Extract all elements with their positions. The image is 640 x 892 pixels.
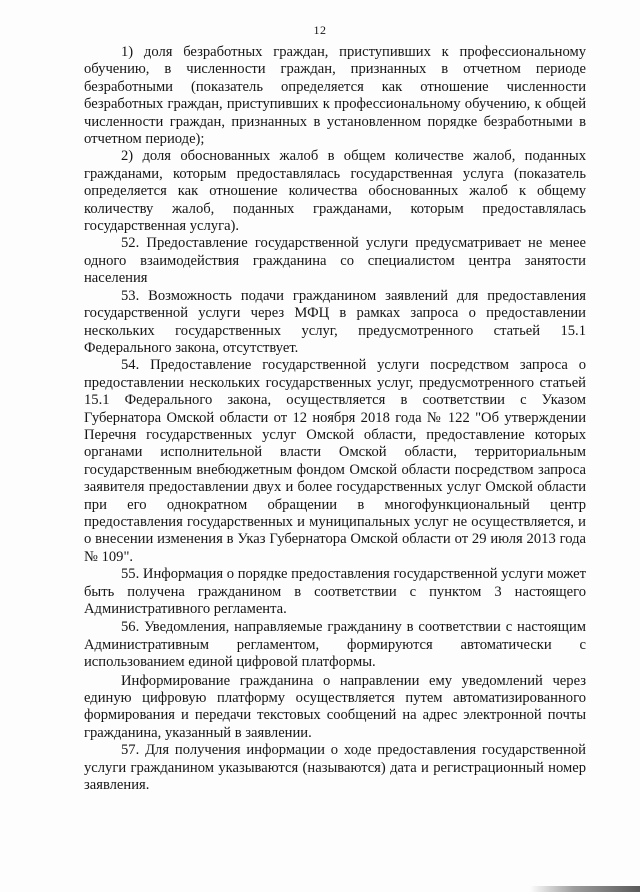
paragraph-item-2: 2) доля обоснованных жалоб в общем количестве жалоб, поданных гражданами, которым предоставлялась государственная услуга (показатель определяется как отношение количества обоснованных жалоб к общему количеству жалоб, поданных гражданами, которым предоставлялась государственная услуга). — [84, 148, 586, 235]
paragraph-53: 53. Возможность подачи гражданином заявлений для предоставления государственной услуги через МФЦ в рамках запроса о предоставлении нескольких государственных услуг, предусмотренного статьей 15.1 Федерального закона, отсутствует. — [84, 287, 586, 356]
paragraph-56-continued: Информирование гражданина о направлении ему уведомлений через единую цифровую платформу осуществляется путем автоматизированного формирования и передачи текстовых сообщений на адрес электронной почты гражданина, указанный в заявлении. — [84, 672, 586, 741]
paragraph-57: 57. Для получения информации о ходе предоставления государственной услуги гражданином указываются (называются) дата и регистрационный номер заявления. — [84, 742, 586, 794]
paragraph-55: 55. Информация о порядке предоставления государственной услуги может быть получена гражданином в соответствии с пунктом 3 настоящего Административного регламента. — [84, 566, 586, 617]
scan-edge-artifact — [530, 886, 640, 892]
paragraph-item-1: 1) доля безработных граждан, приступивших к профессиональному обучению, в численности граждан, признанных в отчетном периоде безработными (показатель определяется как отношение численности безработных граждан, приступивших к профессиональному обучению, к общей численности граждан, признанных в установленном порядке безработными в отчетном периоде); — [84, 44, 586, 148]
document-body — [84, 44, 586, 794]
paragraph-52: 52. Предоставление государственной услуги предусматривает не менее одного взаимодействия гражданина со специалистом центра занятости населения — [84, 235, 586, 287]
paragraph-56: 56. Уведомления, направляемые гражданину в соответствии с настоящим Административным регламентом, формируются автоматически с использованием единой цифровой платформы. — [84, 619, 586, 671]
paragraph-54: 54. Предоставление государственной услуги посредством запроса о предоставлении нескольких государственных услуг, предусмотренного статьей 15.1 Федерального закона, осуществляется в соответствии с Указом Губернатора Омской области от 12 ноября 2018 года № 122 "Об утверждении Перечня государственных услуг Омской области, предоставление которых органами исполнительной власти Омской области, территориальным государственным внебюджетным фондом Омской области посредством запроса заявителя предоставлении двух и более государственных услуг Омской области при его однократном обращении в многофункциональный центр предоставления государственных и муниципальных услуг не осуществляется, и о внесении изменения в Указ Губернатора Омской области от 29 июля 2013 года № 109". — [84, 357, 586, 565]
page-number: 12 — [313, 23, 327, 37]
